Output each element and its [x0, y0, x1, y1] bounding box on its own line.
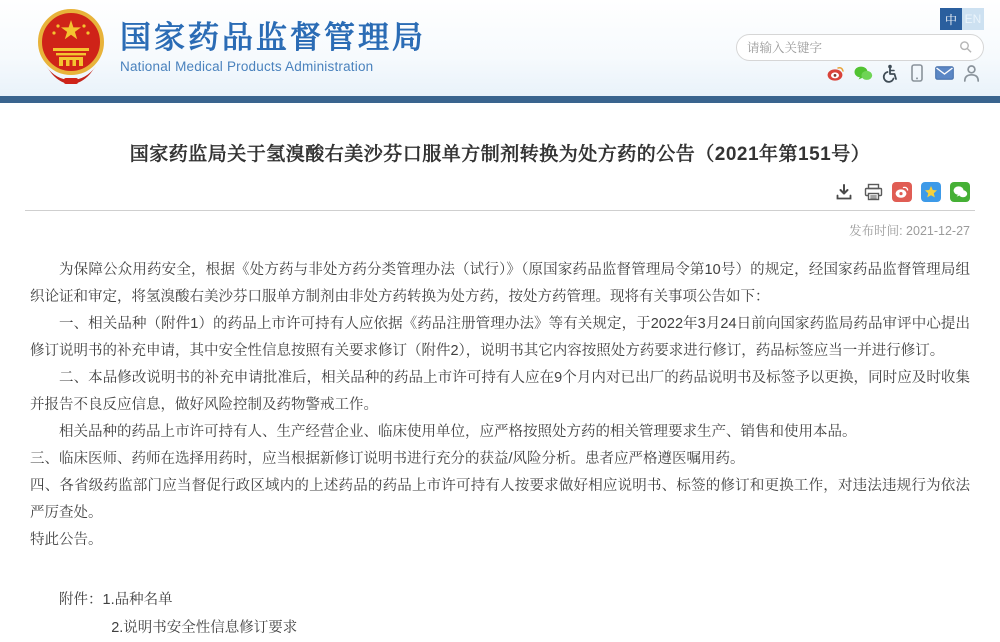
paragraph: 一、相关品种（附件1）的药品上市许可持有人应依据《药品注册管理办法》等有关规定，于2022年3月24日前向国家药监局药品审评中心提出修订说明书的补充申请，其中安全性信息按照有关要求修订（附件2），说明书其它内容按照处方药要求进行修订，药品标签应当一并进行修订。: [30, 316, 970, 359]
paragraph: 三、临床医师、药师在选择用药时，应当根据新修订说明书进行充分的获益/风险分析。患者应严格遵医嘱用药。: [30, 451, 745, 467]
search-input[interactable]: [747, 41, 961, 55]
wechat-icon[interactable]: [854, 64, 872, 82]
article-actions: [30, 181, 970, 203]
print-icon[interactable]: [863, 182, 883, 202]
article-title: 国家药监局关于氢溴酸右美沙芬口服单方制剂转换为处方药的公告（2021年第151号）: [129, 144, 871, 165]
attachment-link-2[interactable]: 2.说明书安全性信息修订要求: [111, 620, 298, 636]
site-titles: [120, 20, 426, 74]
article: [0, 139, 1000, 642]
paragraph: 为保障公众用药安全，根据《处方药与非处方药分类管理办法（试行）》（原国家药品监督管理局令第10号）的规定，经国家药品监督管理局组织论证和审定，将氢溴酸右美沙芬口服单方制剂由非处方药转换为处方药，按处方药管理。现将有关事项公告如下：: [30, 262, 970, 305]
paragraph: 特此公告。: [30, 532, 103, 548]
attachment-link-1[interactable]: 1.品种名单: [102, 592, 173, 608]
nav-divider-bar: [0, 96, 1000, 103]
site-search[interactable]: [736, 34, 984, 61]
search-icon[interactable]: ⚲: [956, 36, 977, 58]
download-icon[interactable]: [834, 182, 854, 202]
email-icon[interactable]: [935, 64, 953, 82]
attachments-label: 附件：: [59, 592, 103, 608]
site-name-en: National Medical Products Administration: [120, 58, 374, 74]
mobile-icon[interactable]: [908, 64, 926, 82]
attachments-block: [30, 586, 970, 642]
paragraph: 四、各省级药监部门应当督促行政区域内的上述药品的药品上市许可持有人按要求做好相应说明书、标签的修订和更换工作，对违法违规行为依法严厉查处。: [30, 478, 970, 521]
paragraph: 相关品种的药品上市许可持有人、生产经营企业、临床使用单位，应严格按照处方药的相关管理要求生产、销售和使用本品。: [59, 424, 857, 440]
lang-english-button[interactable]: EN: [962, 8, 984, 30]
publish-date: 发布时间: 2021-12-27: [849, 224, 970, 238]
share-wechat-icon[interactable]: [950, 182, 970, 202]
lang-chinese-button[interactable]: 中: [940, 8, 962, 30]
weibo-icon[interactable]: [827, 64, 845, 82]
national-emblem-icon: [36, 8, 106, 86]
article-body: [30, 257, 970, 554]
share-weibo-icon[interactable]: [892, 182, 912, 202]
site-name-zh: 国家药品监督管理局: [120, 20, 426, 56]
accessibility-icon[interactable]: [881, 64, 899, 82]
user-icon[interactable]: [962, 64, 980, 82]
site-header: [0, 0, 1000, 96]
share-qzone-icon[interactable]: [921, 182, 941, 202]
site-logo[interactable]: [36, 8, 426, 86]
language-toggle: [940, 8, 984, 30]
paragraph: 二、本品修改说明书的补充申请批准后，相关品种的药品上市许可持有人应在9个月内对已出厂的药品说明书及标签予以更换，同时应及时收集并报告不良反应信息，做好风险控制及药物警戒工作。: [30, 370, 970, 413]
social-links: [827, 64, 980, 82]
title-separator: [25, 210, 975, 211]
